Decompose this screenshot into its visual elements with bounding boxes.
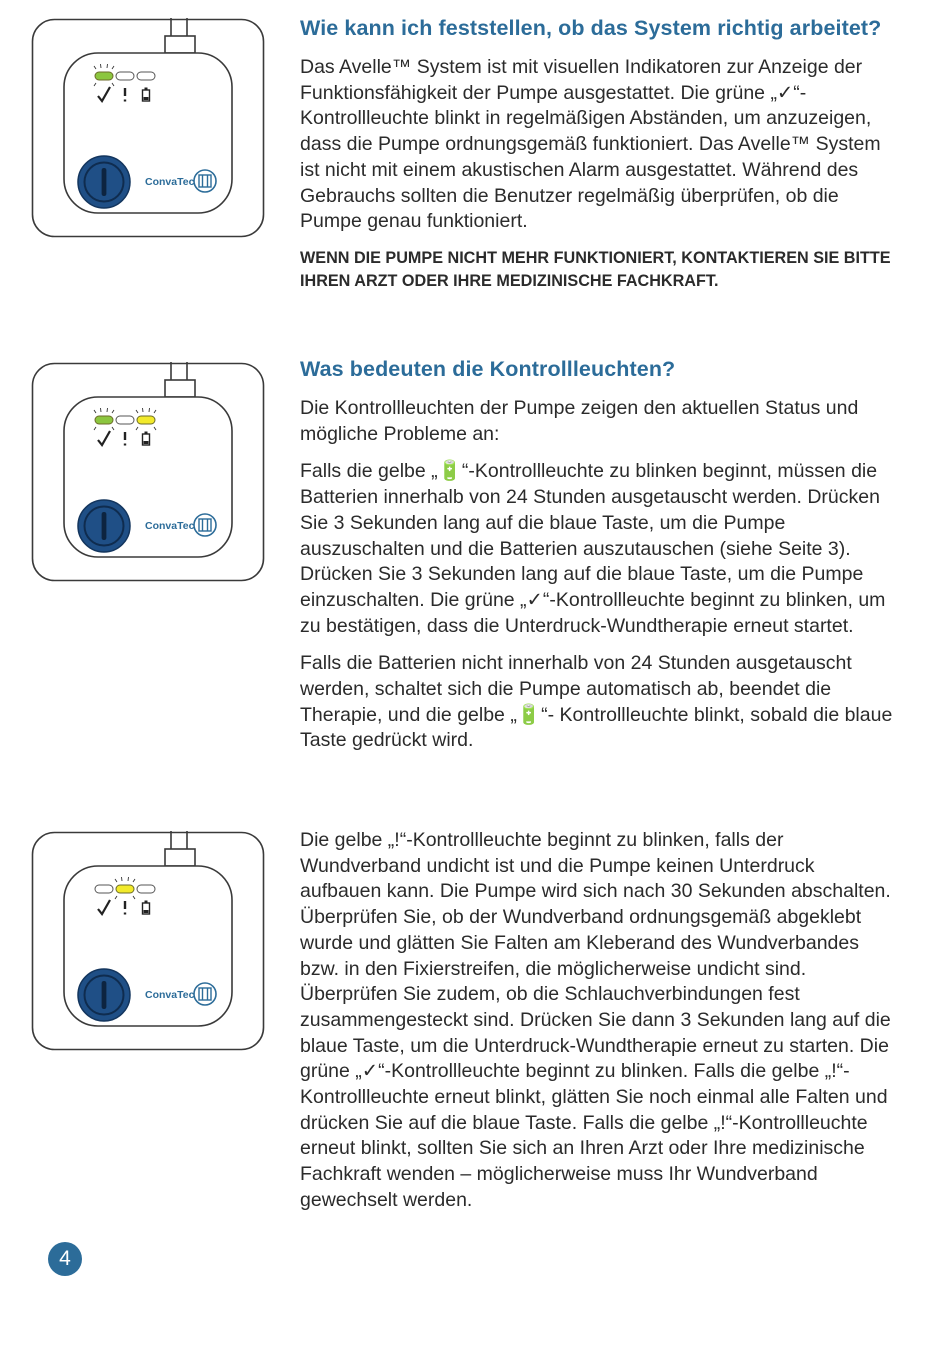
indicator-led-alert — [116, 885, 134, 893]
warning-text: WENN DIE PUMPE NICHT MEHR FUNKTIONIERT, KONTAKTIEREN SIE BITTE IHREN ARZT ODER IHRE MEDIZINISCHE FACHKRAFT. — [300, 248, 891, 290]
indicator-led-battery — [137, 416, 155, 424]
pump-device-drawing — [31, 362, 265, 582]
leak-paragraph: Die gelbe „!“-Kontrollleuchte beginnt zu blinken, falls der Wundverband undicht ist und die Pumpe keinen Unterdruck aufbauen kann. Die Pumpe wird sich nach 30 Sekunden abschalten. Überprüfen Sie, ob der Wundverband ordnungsgemäß abgeklebt wurde und glätten Sie Falten am Kleberand des Wundverbandes bzw. in den Fixierstreifen, die möglicherweise undicht sind. Überprüfen Sie zudem, ob die Schlauchverbindungen fest zusammengesteckt sind. Drücken Sie dann 3 Sekunden lang auf die blaue Taste, um die Unterdruck-Wundtherapie erneut zu starten. Die grüne „✓“-Kontrollleuchte beginnt zu blinken. Falls die gelbe „!“-Kontrollleuchte erneut blinkt, glätten Sie noch einmal alle Falten und drücken Sie auf die blaue Taste. Falls die gelbe „!“-Kontrollleuchte erneut blinkt, sollten Sie sich an Ihren Arzt oder Ihre medizinische Fachkraft wenden – möglicherweise muss Ihr Wundverband gewechselt werden. — [300, 829, 891, 1211]
indicator-led-check — [95, 416, 113, 424]
body-paragraph: Das Avelle™ System ist mit visuellen Indikatoren zur Anzeige der Funktionsfähigkeit der Pumpe ausgestattet. Die grüne „✓“-Kontrollleuchte blinkt in regelmäßigen Abständen, um anzuzeigen, dass die Pumpe ordnungsgemäß funktioniert. Das Avelle™ System ist nicht mit einem akustischen Alarm ausgestattet. Während des Gebrauchs sollten die Benutzer regelmäßig überprüfen, ob die Pumpe genau funktioniert. — [300, 56, 881, 233]
battery-paragraph: Falls die gelbe „🔋“-Kontrollleuchte zu blinken beginnt, müssen die Batterien innerhalb von 24 Stunden ausgetauscht werden. Drücken Sie 3 Sekunden lang auf die blaue Taste, um die Pumpe auszuschalten und die Batterien auszutauschen (siehe Seite 3). Drücken Sie 3 Sekunden lang auf die blaue Taste, um die Pumpe einzuschalten. Die grüne „✓“-Kontrollleuchte beginnt zu blinken, um zu bestätigen, dass die Unterdruck-Wundtherapie erneut startet. — [300, 460, 886, 637]
pump-illustration-battery — [31, 362, 265, 582]
section-indicator-lights — [300, 357, 900, 766]
brand-label: ConvaTec — [145, 176, 195, 188]
intro-paragraph: Die Kontrollleuchten der Pumpe zeigen den aktuellen Status und mögliche Probleme an: — [300, 397, 859, 445]
section-system-check — [300, 16, 900, 293]
indicator-led-alert — [116, 416, 134, 424]
brand-label: ConvaTec — [145, 989, 195, 1001]
indicator-led-battery — [137, 885, 155, 893]
brand-label: ConvaTec — [145, 520, 195, 532]
page-number-badge: 4 — [48, 1242, 82, 1276]
pump-device-drawing — [31, 18, 265, 238]
indicator-led-battery — [137, 72, 155, 80]
indicator-led-alert — [116, 72, 134, 80]
shutdown-paragraph: Falls die Batterien nicht innerhalb von 24 Stunden ausgetauscht werden, schaltet sich die Pumpe automatisch ab, beendet die Therapie, und die gelbe „🔋“- Kontrollleuchte blinkt, sobald die blaue Taste gedrückt wird. — [300, 652, 893, 752]
section-heading: Was bedeuten die Kontrollleuchten? — [300, 357, 676, 381]
pump-illustration-leak — [31, 831, 265, 1051]
indicator-led-check — [95, 72, 113, 80]
pump-illustration-normal — [31, 18, 265, 238]
section-heading: Wie kann ich feststellen, ob das System richtig arbeitet? — [300, 16, 882, 40]
section-leak — [300, 828, 900, 1226]
pump-device-drawing — [31, 831, 265, 1051]
indicator-led-check — [95, 885, 113, 893]
